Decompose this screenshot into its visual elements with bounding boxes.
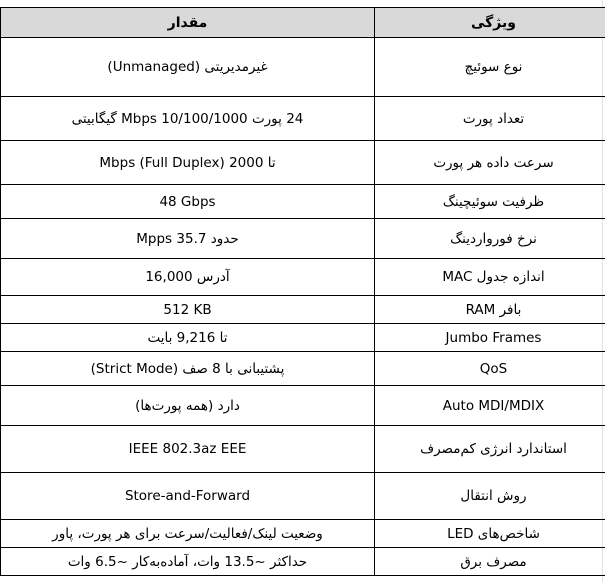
cell-feature[interactable]: سرعت داده هر پورت — [375, 141, 605, 185]
cell-feature[interactable]: شاخص‌های LED — [375, 520, 605, 548]
cell-value[interactable]: آدرس 16,000 — [1, 259, 375, 296]
table-row — [1, 185, 605, 219]
table-row — [1, 141, 605, 185]
cell-value[interactable]: تا 2000 Mbps (Full Duplex) — [1, 141, 375, 185]
cell-feature[interactable]: استاندارد انرژی کم‌مصرف — [375, 426, 605, 473]
cell-value[interactable]: تا 9,216 بایت — [1, 324, 375, 352]
cell-feature[interactable]: مصرف برق — [375, 548, 605, 576]
table-row — [1, 324, 605, 352]
table-row — [1, 97, 605, 141]
cell-feature[interactable]: نوع سوئیچ — [375, 38, 605, 97]
cell-feature[interactable]: Auto MDI/MDIX — [375, 386, 605, 426]
cell-feature[interactable]: اندازه جدول MAC — [375, 259, 605, 296]
cell-value[interactable]: حدود 35.7 Mpps — [1, 219, 375, 259]
table-row — [1, 386, 605, 426]
cell-feature[interactable]: ظرفیت سوئیچینگ — [375, 185, 605, 219]
table-row — [1, 219, 605, 259]
table-row — [1, 426, 605, 473]
cell-value[interactable]: دارد (همه پورت‌ها) — [1, 386, 375, 426]
specification-table — [0, 7, 605, 576]
table-row — [1, 473, 605, 520]
table-row — [1, 259, 605, 296]
cell-value[interactable]: پشتیبانی با 8 صف (Strict Mode) — [1, 352, 375, 386]
cell-feature[interactable]: Jumbo Frames — [375, 324, 605, 352]
table-row — [1, 352, 605, 386]
cell-value[interactable]: 24 پورت 10/100/1000 Mbps گیگابیتی — [1, 97, 375, 141]
cell-feature[interactable]: نرخ فورواردینگ — [375, 219, 605, 259]
cell-value[interactable]: 512 KB — [1, 296, 375, 324]
table-header-row — [1, 8, 605, 38]
cell-feature[interactable]: روش انتقال — [375, 473, 605, 520]
table-row — [1, 520, 605, 548]
cell-feature[interactable]: QoS — [375, 352, 605, 386]
cell-value[interactable]: حداکثر ~13.5 وات، آماده‌به‌کار ~6.5 وات — [1, 548, 375, 576]
table-row — [1, 38, 605, 97]
header-feature[interactable]: ویژگی — [375, 8, 605, 38]
cell-value[interactable]: Store-and-Forward — [1, 473, 375, 520]
table-row — [1, 548, 605, 576]
cell-feature[interactable]: تعداد پورت — [375, 97, 605, 141]
cell-feature[interactable]: بافر RAM — [375, 296, 605, 324]
header-value[interactable]: مقدار — [1, 8, 375, 38]
cell-value[interactable]: 48 Gbps — [1, 185, 375, 219]
cell-value[interactable]: غیرمدیریتی (Unmanaged) — [1, 38, 375, 97]
cell-value[interactable]: IEEE 802.3az EEE — [1, 426, 375, 473]
table-row — [1, 296, 605, 324]
cell-value[interactable]: وضعیت لینک/فعالیت/سرعت برای هر پورت، پاور — [1, 520, 375, 548]
